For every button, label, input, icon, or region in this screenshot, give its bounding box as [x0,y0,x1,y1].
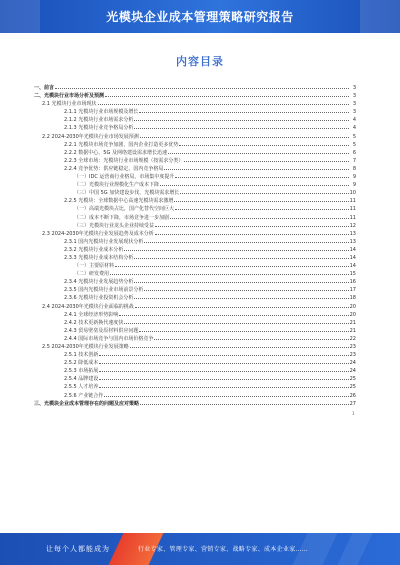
toc-entry-page: 27 [349,400,356,407]
toc-entry-label: 2.3.5 国内光模块行业市场前景分析 [64,287,144,294]
toc-leader-dots [115,262,349,267]
toc-entry-label: （一）IDC 运营商行业格局，市场集中度提升 [74,174,175,181]
toc-leader-dots [99,359,348,364]
toc-entry[interactable] [34,319,356,327]
toc-entry[interactable] [34,311,356,319]
toc-leader-dots [175,205,349,210]
toc-entry-label: 2.1 光模块行业市场现状 [42,101,97,108]
toc-entry-page: 14 [349,263,356,270]
toc-entry[interactable] [34,230,356,238]
toc-entry-page: 12 [349,222,356,229]
toc-entry-page: 11 [349,214,356,221]
toc-entry[interactable] [34,400,356,408]
toc-entry-label: 一、前言 [34,85,55,91]
toc-entry-label: 2.5.1 技术创新 [64,352,99,359]
toc-entry[interactable] [34,222,356,230]
toc-entry-label: 2.2.4 竞争优势：供应链稳定，国内竞争格局 [64,165,164,172]
toc-leader-dots [105,92,349,97]
toc-entry-label: 2.5.5 人才培养 [64,384,99,391]
toc-entry[interactable] [34,238,356,246]
toc-leader-dots [155,230,349,235]
toc-entry[interactable] [34,270,356,278]
toc-entry-page: 3 [352,85,356,91]
toc-entry[interactable] [34,108,356,116]
toc-entry-page: 23 [349,344,356,350]
toc-entry[interactable] [34,100,356,108]
toc-entry-label: 2.3.6 光模块行业投资机会分析 [64,295,134,302]
toc-entry-label: （二）研发费用 [74,271,110,278]
toc-entry-page: 22 [349,335,356,342]
toc-entry[interactable] [34,335,356,343]
footer-tagline: 行业专家、管理专家、营销专家、战略专家、成本企业家…… [138,546,309,553]
toc-leader-dots [180,189,348,194]
toc-entry-page: 9 [352,182,356,189]
toc-entry-label: 2.3.3 光模块行业成本结构分析 [64,254,134,261]
toc-entry-label: 2.1.1 光模块行业市场规模及增长 [64,109,139,116]
toc-leader-dots [155,222,349,227]
toc-leader-dots [99,375,348,380]
toc-entry[interactable] [34,205,356,213]
toc-entry-page: 18 [349,295,356,302]
toc-leader-dots [124,319,348,324]
toc-entry-label: 2.4.1 全球经济形势影响 [64,311,119,318]
toc-leader-dots [164,165,349,170]
toc-leader-dots [168,149,349,154]
toc-entry-label: 2.4.4 国际市场竞争与国内市场价格竞争 [64,335,154,342]
toc-entry-label: 2.2.2 数据中心、5G 及网络建设需求增长迅速 [64,149,167,156]
toc-leader-dots [144,286,348,291]
toc-entry-label: 2.2.3 全球市场：光模块行业市场规模（按需求分类） [64,157,184,164]
toc-entry-label: 2.3.2 光模块行业成本分析 [64,246,124,253]
toc-entry[interactable] [34,246,356,254]
toc-entry-page: 17 [349,287,356,294]
toc-entry-page: 13 [349,230,356,237]
toc-entry-label: 2.1.2 光模块行业市场需求分析 [64,117,134,124]
toc-leader-dots [98,100,349,105]
toc-entry-page: 13 [349,238,356,245]
toc-entry-page: 8 [352,165,356,172]
toc-entry-page: 3 [352,109,356,116]
toc-leader-dots [134,124,349,129]
toc-entry-page: 25 [349,384,356,391]
toc-leader-dots [55,84,349,89]
toc-entry[interactable] [34,124,356,132]
toc-entry-page: 24 [349,368,356,375]
toc-entry-label: 2.4 2024-2030年光模块行业面临的挑战 [42,303,134,310]
toc-entry-page: 23 [349,352,356,359]
toc-entry-label: 2.1.3 光模块行业竞争格局分析 [64,125,134,132]
footer-decoration [338,533,373,565]
toc-entry-page: 26 [349,392,356,399]
toc-entry[interactable] [34,351,356,359]
toc-entry[interactable] [34,116,356,124]
toc-entry[interactable] [34,165,356,173]
toc-entry[interactable] [34,262,356,270]
toc-entry-page: 5 [352,141,356,148]
toc-leader-dots [99,367,348,372]
toc-entry-page: 24 [349,360,356,367]
footer-banner [0,533,400,565]
toc-entry[interactable] [34,214,356,222]
toc-entry-page: 7 [352,157,356,164]
toc-entry-label: （二）成本不断下降，市场竞争进一步加剧 [74,214,170,221]
toc-leader-dots [99,383,348,388]
toc-leader-dots [175,173,349,178]
toc-entry-label: （一）高端光模块占比，国产化替代空间巨大 [74,206,175,213]
toc-entry[interactable] [34,149,356,157]
toc-leader-dots [179,141,349,146]
toc-entry-label: 2.5.2 降低成本 [64,360,99,367]
toc-entry-label: 2.5.6 产业链合作 [64,392,104,399]
toc-entry-label: 2.5.3 市场拓展 [64,368,99,375]
toc-entry-page: 4 [352,125,356,132]
toc-leader-dots [119,311,348,316]
toc-leader-dots [134,294,348,299]
toc-entry-label: 2.2 2024-2030年光模块行业市场发展预测 [42,133,139,140]
report-header-banner [0,0,400,33]
toc-entry[interactable] [34,303,356,311]
toc-entry-page: 20 [349,311,356,318]
toc-entry[interactable] [34,173,356,181]
toc-entry[interactable] [34,197,356,205]
toc-leader-dots [174,197,348,202]
toc-leader-dots [140,133,349,138]
toc-entry-label: 2.2.5 光模块：全球数据中心高速光模块需求激增 [64,198,174,205]
toc-entry[interactable] [34,254,356,262]
toc-entry-page: 15 [349,271,356,278]
toc-entry-page: 5 [352,133,356,140]
table-of-contents [34,84,356,408]
toc-entry-page: 14 [349,254,356,261]
toc-entry-label: （三）光模块行业龙头企业持续受益 [74,222,155,229]
toc-entry-label: 2.2.1 光模块市场竞争加剧，国内企业打造更多优势 [64,141,179,148]
toc-entry-page: 25 [349,376,356,383]
toc-entry-label: （二）光模块行业规模化生产成本下降 [74,182,160,189]
toc-entry[interactable] [34,278,356,286]
toc-entry-page: 3 [352,93,356,100]
toc-entry-label: 2.4.3 贸易壁垒及原材料供应问题 [64,327,139,334]
toc-entry[interactable] [34,367,356,375]
toc-leader-dots [104,392,348,397]
toc-heading: 内容目录 [176,55,224,68]
toc-leader-dots [134,116,349,121]
toc-entry[interactable] [34,189,356,197]
toc-entry-page: 20 [349,303,356,310]
toc-entry[interactable] [34,392,356,400]
toc-entry-label: 三、光模块企业成本管理存在的问题及应对策略 [34,400,140,407]
toc-leader-dots [170,214,349,219]
toc-leader-dots [124,246,348,251]
footer-slogan: 让每个人都能成为 [46,545,110,553]
toc-leader-dots [110,270,349,275]
toc-entry-page: 10 [349,190,356,197]
toc-entry-page: 3 [352,101,356,108]
toc-entry-page: 6 [352,149,356,156]
toc-leader-dots [130,343,349,348]
toc-entry-label: 2.3.1 国内光模块行业发展现状分析 [64,238,144,245]
toc-leader-dots [139,327,348,332]
toc-entry[interactable] [34,133,356,141]
toc-entry[interactable] [34,157,356,165]
toc-entry[interactable] [34,343,356,351]
toc-entry[interactable] [34,92,356,100]
report-title: 光模块企业成本管理策略研究报告 [106,10,294,24]
toc-entry[interactable] [34,181,356,189]
toc-entry-page: 11 [349,198,356,205]
toc-entry-label: （三）中国 5G 加快建设步伐，光模块需求增长 [74,190,180,197]
page-marker: 1 [352,411,355,416]
toc-leader-dots [140,400,349,405]
toc-entry-label: 2.4.2 技术更新换代速度快 [64,319,124,326]
toc-entry[interactable] [34,327,356,335]
toc-entry[interactable] [34,359,356,367]
toc-leader-dots [154,335,348,340]
toc-entry-label: （一）主要原材料 [74,263,115,270]
toc-entry-page: 21 [349,327,356,334]
toc-entry-page: 16 [349,279,356,286]
toc-entry-label: 二、光模块行业市场分析及预测 [34,93,105,100]
toc-leader-dots [184,157,349,162]
toc-leader-dots [144,238,348,243]
toc-entry-label: 2.5.4 品牌建设 [64,376,99,383]
toc-entry-page: 11 [349,206,356,213]
toc-entry-label: 2.3 2024-2030年光模块行业发展趋势及成本分析 [42,230,154,237]
toc-entry-page: 9 [352,174,356,181]
toc-entry[interactable] [34,294,356,302]
toc-entry[interactable] [34,383,356,391]
toc-leader-dots [160,181,349,186]
toc-entry[interactable] [34,84,356,92]
toc-entry-label: 2.3.4 光模块行业发展趋势分析 [64,279,134,286]
toc-entry-page: 21 [349,319,356,326]
toc-entry[interactable] [34,286,356,294]
toc-entry[interactable] [34,141,356,149]
toc-entry-label: 2.5 2024-2030年光模块行业发展策略 [42,344,129,350]
toc-leader-dots [134,278,348,283]
toc-leader-dots [134,254,348,259]
toc-entry-page: 14 [349,246,356,253]
toc-entry-page: 4 [352,117,356,124]
toc-leader-dots [135,303,349,308]
toc-leader-dots [99,351,348,356]
toc-entry[interactable] [34,375,356,383]
toc-leader-dots [139,108,349,113]
